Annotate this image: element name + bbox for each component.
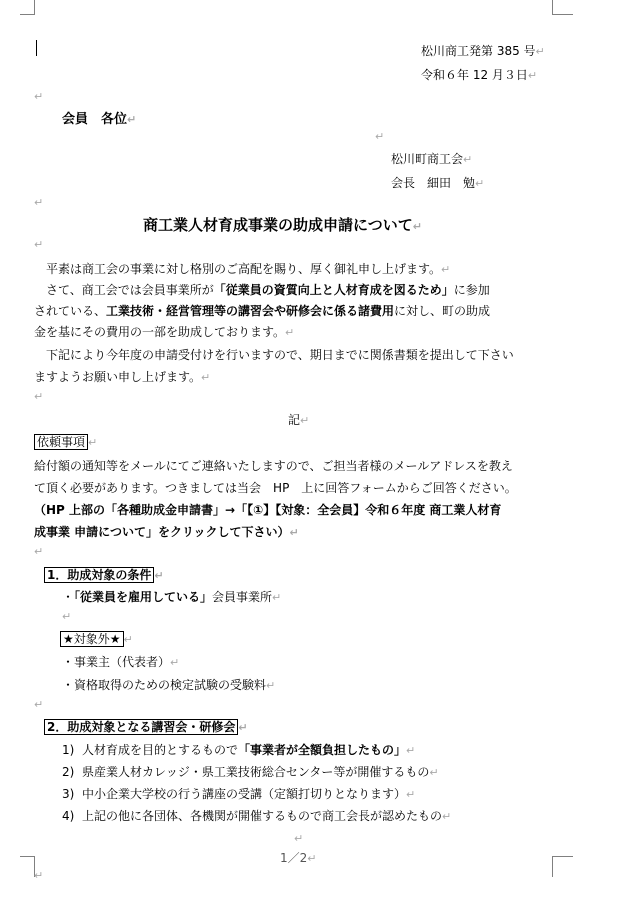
empty-paragraph: ↵ <box>294 832 304 845</box>
body-paragraph-2-line1: さて、商工会では会員事業所が「従業員の資質向上と人材育成を図るため」に参加 <box>46 283 490 297</box>
excluded-label: ★対象外★ ↵ <box>60 630 133 647</box>
empty-paragraph: ↵ <box>34 869 44 882</box>
body-paragraph-2-line2: されている、工業技術・経営管理等の講習会や研修会に係る諸費用に対し、町の助成 <box>34 304 491 318</box>
body-paragraph-3-line1: 下記により今年度の申請受付けを行いますので、期日までに関係書類を提出して下さい <box>46 348 514 362</box>
request-line-1: 給付額の通知等をメールにてご連絡いたしますので、ご担当者様のメールアドレスを教え <box>34 459 513 473</box>
section-2-item-3: 3) 中小企業大学校の行う講座の受講（定額打切りとなります）↵ <box>62 787 416 801</box>
section-2-item-2: 2) 県産業人材カレッジ・県工業技術総合センター等が開催するもの↵ <box>62 765 439 779</box>
text-cursor <box>36 40 37 56</box>
sender-president: 会長 細田 勉↵ <box>391 176 485 190</box>
document-number: 松川商工発第 385 号↵ <box>421 44 545 58</box>
empty-paragraph: ↵ <box>34 196 44 209</box>
sender-org: 松川町商工会↵ <box>391 152 473 166</box>
empty-paragraph: ↵ <box>34 698 44 711</box>
section-2-item-4: 4) 上記の他に各団体、各機関が開催するもので商工会長が認めたもの↵ <box>62 809 452 823</box>
crop-mark-top-right <box>552 0 573 15</box>
empty-paragraph: ↵ <box>375 130 385 143</box>
crop-mark-bottom-left <box>20 856 35 877</box>
excluded-item-2: ・資格取得のための検定試験の受験料↵ <box>62 678 276 692</box>
section-2-item-1: 1) 人材育成を目的とするもので「事業者が全額負担したもの」↵ <box>62 743 416 757</box>
addressee: 会員 各位↵ <box>62 112 137 127</box>
ki-heading: 記↵ <box>288 413 310 427</box>
empty-paragraph: ↵ <box>34 238 44 251</box>
page-title: 商工業人材育成事業の助成申請について↵ <box>143 216 422 234</box>
body-paragraph-1: 平素は商工会の事業に対し格別のご高配を賜り、厚く御礼申し上げます。↵ <box>46 262 451 276</box>
empty-paragraph: ↵ <box>34 390 44 403</box>
page-number: 1／2↵ <box>280 851 317 865</box>
section-2-heading: 2．助成対象となる講習会・研修会 ↵ <box>44 718 248 735</box>
section-1-item: ・「従業員を雇用している」会員事業所↵ <box>62 590 282 604</box>
section-1-heading: 1．助成対象の条件 ↵ <box>44 566 164 583</box>
request-line-3: （HP 上部の「各種助成金申請書」→「【①】【対象：全会員】令和６年度 商工業人材育 <box>34 503 502 517</box>
empty-paragraph: ↵ <box>34 90 44 103</box>
document-date: 令和６年 12 月３日↵ <box>421 68 538 82</box>
crop-mark-top-left <box>20 0 35 15</box>
crop-mark-bottom-right <box>552 856 573 877</box>
excluded-item-1: ・事業主（代表者）↵ <box>62 655 180 669</box>
body-paragraph-2-line3: 金を基にその費用の一部を助成しております。↵ <box>34 325 295 339</box>
body-paragraph-3-line2: ますようお願い申し上げます。↵ <box>34 370 211 384</box>
empty-paragraph: ↵ <box>62 610 72 623</box>
request-line-4: 成事業 申請について」をクリックして下さい）↵ <box>34 525 299 539</box>
request-label: 依頼事項 ↵ <box>34 433 97 450</box>
request-line-2: て頂く必要があります。つきましては当会 HP 上に回答フォームからご回答ください。 <box>34 481 517 495</box>
empty-paragraph: ↵ <box>34 545 44 558</box>
